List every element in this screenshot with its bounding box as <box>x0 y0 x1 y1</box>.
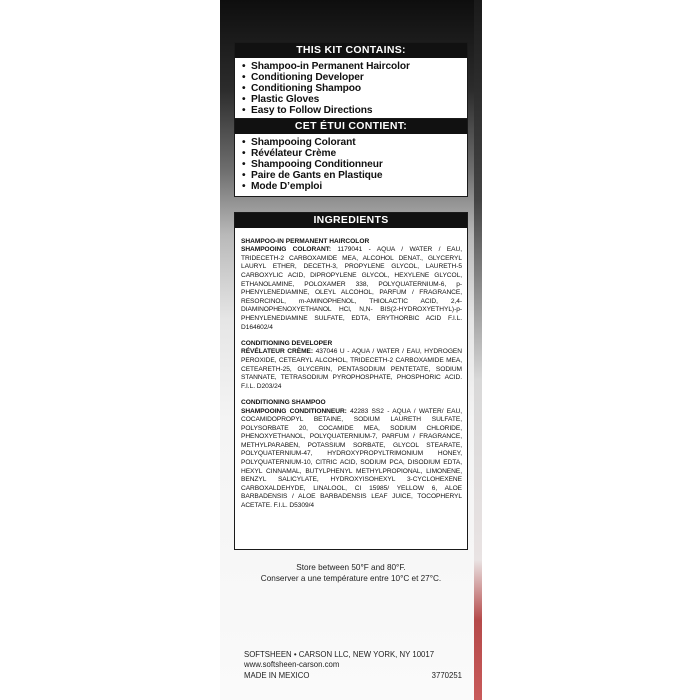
list-item: • Plastic Gloves <box>241 94 461 105</box>
ingredient-section-text <box>241 348 462 391</box>
ingredient-list: 437046 U - AQUA / WATER / EAU, HYDROGEN PEROXIDE, CETEARYL ALCOHOL, TRIDECETH-2 CARBOXAMIDE MEA, CETEARETH-25, GLYCERIN, PENTASODIUM PENTETATE, SODIUM STANNATE, TETRASODIUM PYROPHOSPHATE, PHOSPHORIC ACID. F.I.L. D203/24 <box>241 348 462 390</box>
box-edge-stripe <box>474 0 482 700</box>
ingredient-section-label: SHAMPOOING CONDITIONNEUR: <box>241 407 347 415</box>
list-item: • Shampooing Colorant <box>241 137 461 148</box>
kit-contains-list <box>235 58 467 120</box>
list-item: • Conditioning Shampoo <box>241 83 461 94</box>
kit-contains-box <box>234 42 468 121</box>
ingredient-list: 42283 SS2 - AQUA / WATER/ EAU, COCAMIDOPROPYL BETAINE, SODIUM LAURETH SULFATE, POLYSORBATE 20, COCAMIDE MEA, SODIUM CHLORIDE, PHENOXYETHANOL, POLYQUATERNIUM-7, PARFUM / FRAGRANCE, METHYLPARABEN, POTASSIUM SORBATE, GLYCOL STEARATE, POLYQUATERNIUM-47, HYDROXYPROPYLTRIMONIUM HONEY, POLYQUATERNIUM-10, CITRIC ACID, SODIUM PCA, DISODIUM EDTA, HEXYL CINNAMAL, BUTYLPHENYL METHYLPROPIONAL, LIMONENE, BENZYL SALICYLATE, HYDROXYISOHEXYL 3-CYCLOHEXENE CARBOXALDEHYDE, LINALOOL, CI 15985/ YELLOW 6, ALOE BARBADENSIS / ALOE BARBADENSIS LEAF JUICE, TOCOPHERYL ACETATE. F.I.L. D5309/4 <box>241 407 462 510</box>
ingredient-section-heading: CONDITIONING SHAMPOO <box>241 399 326 407</box>
ingredients-body <box>235 228 467 511</box>
list-item: • Shampoo-in Permanent Haircolor <box>241 61 461 72</box>
list-item: • Mode D’emploi <box>241 181 461 192</box>
ingredient-section-label: SHAMPOOING COLORANT: <box>241 246 332 254</box>
kit-contains-fr-box <box>234 118 468 197</box>
ingredient-section-text <box>241 408 462 511</box>
list-item: • Révélateur Crème <box>241 148 461 159</box>
product-back-panel <box>220 0 482 700</box>
storage-instructions <box>220 563 482 584</box>
list-item: • Conditioning Developer <box>241 72 461 83</box>
storage-en: Store between 50°F and 80°F. <box>296 563 406 572</box>
kit-contains-fr-list <box>235 134 467 196</box>
kit-contains-title: THIS KIT CONTAINS: <box>235 43 467 58</box>
ingredients-box <box>234 212 468 550</box>
ingredient-section-heading: SHAMPOO-IN PERMANENT HAIRCOLOR <box>241 238 370 245</box>
kit-contains-fr-title: CET ÉTUI CONTIENT: <box>235 119 467 134</box>
list-item: • Easy to Follow Directions <box>241 105 461 116</box>
storage-fr: Conserver a une température entre 10°C et 27°C. <box>260 573 442 583</box>
ingredients-title: INGREDIENTS <box>235 213 467 228</box>
product-code: 3770251 <box>431 670 462 680</box>
company-name: SOFTSHEEN • CARSON LLC, NEW YORK, NY 10017 <box>244 650 435 659</box>
ingredient-section-label: RÉVÉLATEUR CRÈME: <box>241 348 314 356</box>
list-item: • Shampooing Conditionneur <box>241 159 461 170</box>
footer-row <box>244 671 462 681</box>
company-website: www.softsheen-carson.com <box>244 660 340 670</box>
ingredient-section-heading: CONDITIONING DEVELOPER <box>241 340 333 348</box>
list-item: • Paire de Gants en Plastique <box>241 170 461 181</box>
country-of-origin: MADE IN MEXICO <box>244 670 310 680</box>
ingredient-section-text <box>241 246 462 332</box>
manufacturer-footer <box>244 650 462 681</box>
ingredient-list: 1179041 - AQUA / WATER / EAU, TRIDECETH-2 CARBOXAMIDE MEA, ALCOHOL DENAT., GLYCERYL LAURYL ETHER, DECETH-3, PROPYLENE GLYCOL, LAURETH-5 CARBOXYLIC ACID, DIPROPYLENE GLYCOL, HEXYLENE GLYCOL, ETHANOLAMINE, POLOXAMER 338, POLYQUATERNIUM-6, p-PHENYLENEDIAMINE, OLEYL ALCOHOL, PARFUM / FRAGRANCE, RESORCINOL, m-AMINOPHENOL, THIOLACTIC ACID, 2,4-DIAMINOPHENOXYETHANOL HCl, N,N- BIS(2-HYDROXYETHYL)-p-PHENYLENEDIAMINE SULFATE, EDTA, ERYTHORBIC ACID F.I.L. D164602/4 <box>241 246 462 331</box>
